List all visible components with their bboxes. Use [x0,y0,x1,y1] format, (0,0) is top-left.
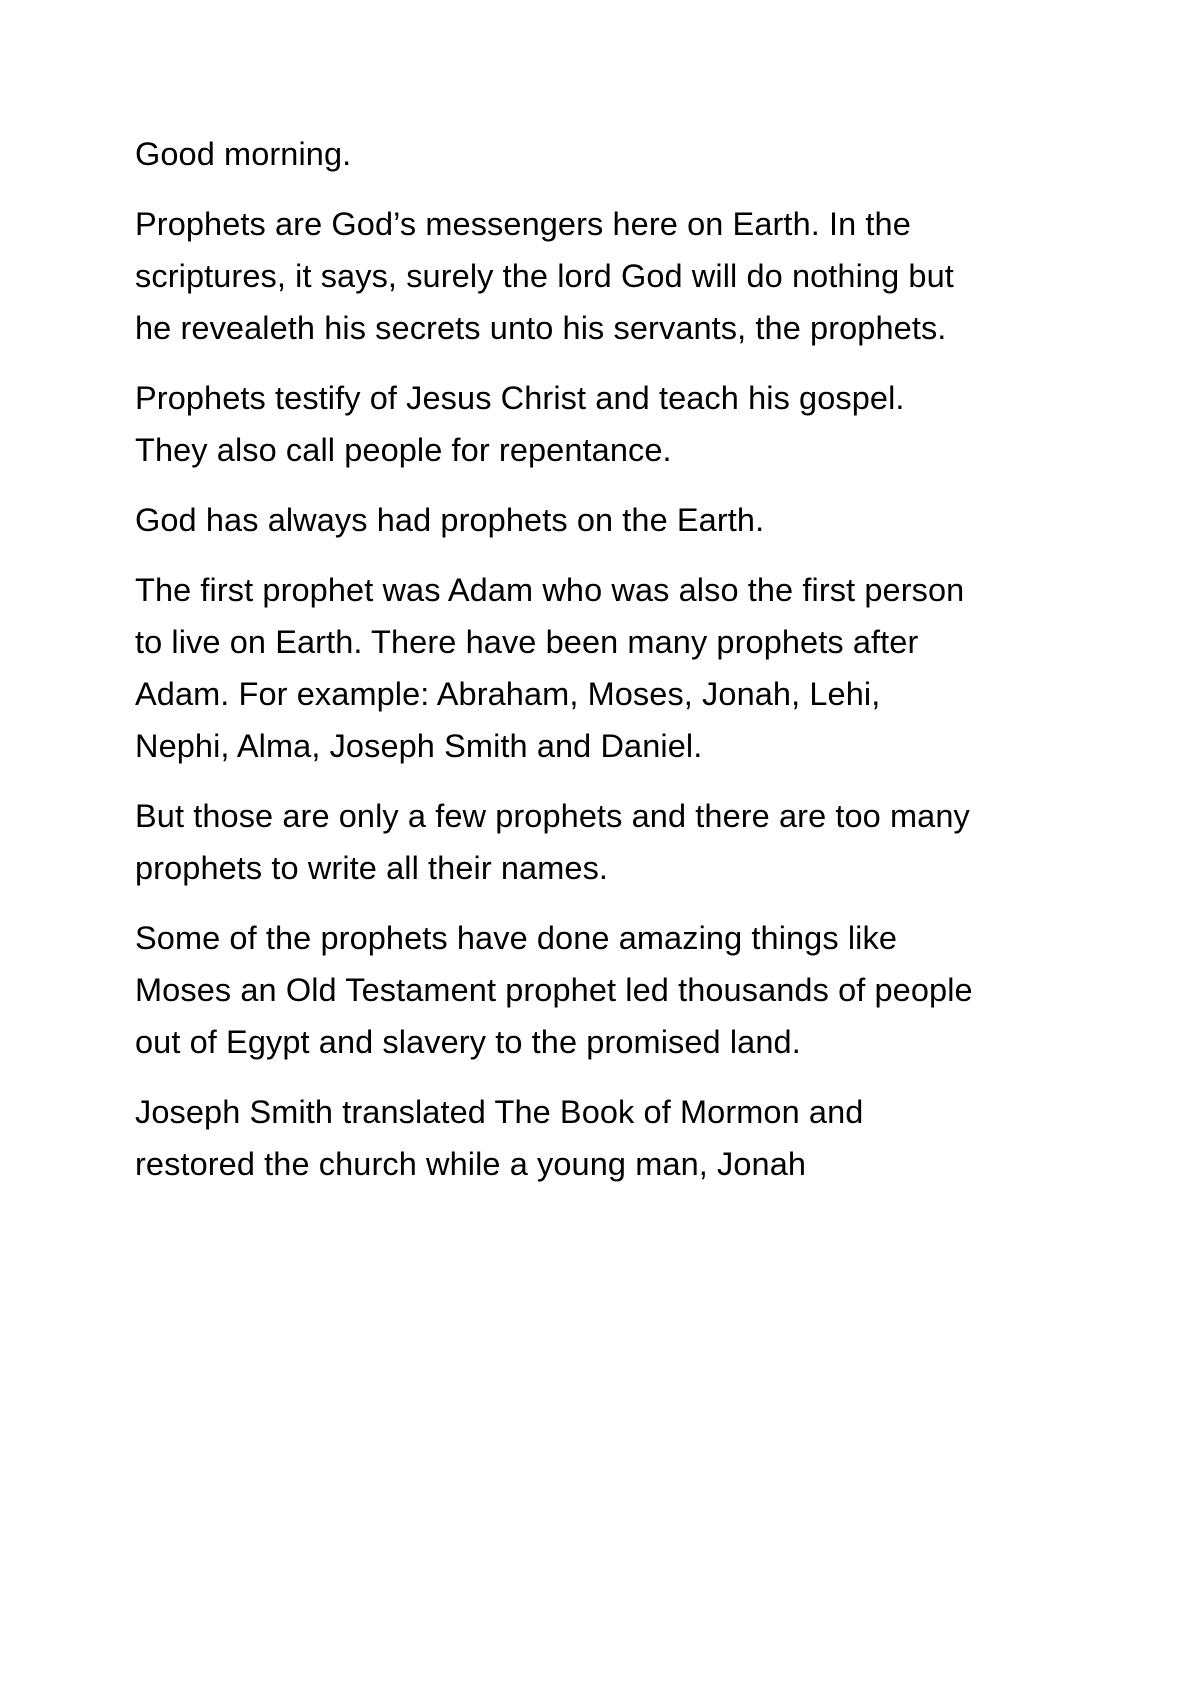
paragraph-greeting: Good morning. [135,136,352,172]
document-text-body [135,128,980,1190]
paragraph-first-prophet-adam: The first prophet was Adam who was also the first person to live on Earth. There have been many prophets after Adam. For example: Abraham, Moses, Jonah, Lehi, Nephi, Alma, Joseph Smith and Daniel. [135,572,974,764]
paragraph-prophets-messengers: Prophets are God’s messengers here on Earth. In the scriptures, it says, surely the lord God will do nothing but he revealeth his secrets unto his servants, the prophets. [135,206,964,346]
paragraph-joseph-smith: Joseph Smith translated The Book of Mormon and restored the church while a young man, Jonah [135,1094,873,1182]
paragraph-amazing-things: Some of the prophets have done amazing things like Moses an Old Testament prophet led thousands of people out of Egypt and slavery to the promised land. [135,920,982,1060]
paragraph-only-a-few: But those are only a few prophets and there are too many prophets to write all their names. [135,798,979,886]
paragraph-god-always-prophets: God has always had prophets on the Earth. [135,502,765,538]
paragraph-prophets-testify: Prophets testify of Jesus Christ and teach his gospel. They also call people for repentance. [135,380,914,468]
